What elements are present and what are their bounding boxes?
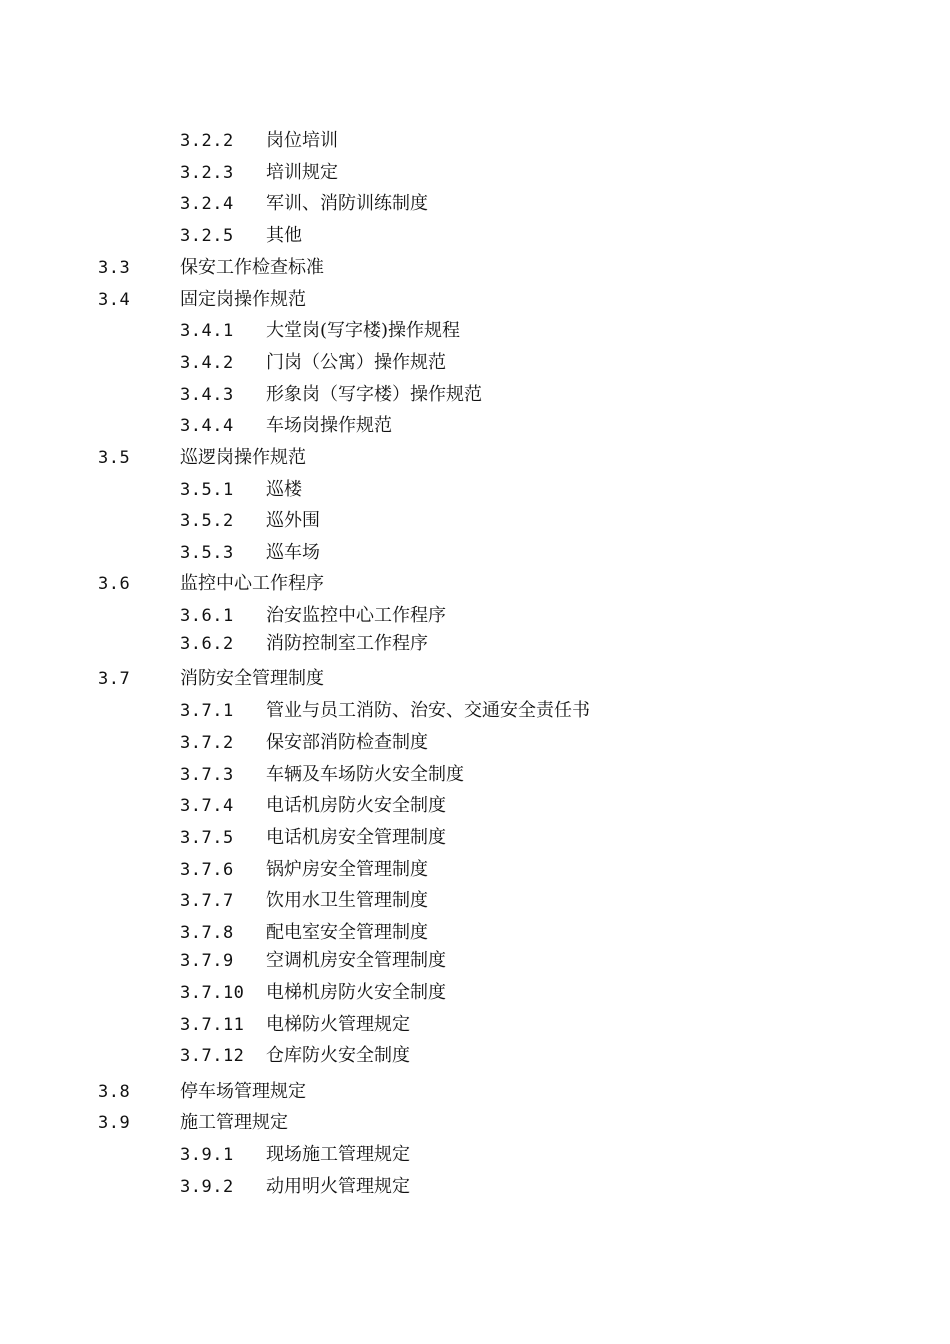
toc-title: 军训、消防训练制度 bbox=[266, 193, 428, 214]
toc-number: 3.7.12 bbox=[180, 1046, 245, 1066]
toc-number: 3.2.5 bbox=[180, 226, 234, 246]
toc-number: 3.7.7 bbox=[180, 891, 234, 911]
toc-title: 大堂岗(写字楼)操作规程 bbox=[266, 320, 461, 341]
toc-number: 3.4.1 bbox=[180, 321, 234, 341]
toc-number: 3.2.2 bbox=[180, 131, 234, 151]
toc-title: 固定岗操作规范 bbox=[180, 289, 306, 310]
toc-title: 培训规定 bbox=[266, 162, 338, 183]
toc-title: 管业与员工消防、治安、交通安全责任书 bbox=[266, 700, 590, 721]
toc-title: 电梯机房防火安全制度 bbox=[266, 982, 446, 1003]
toc-number: 3.5.1 bbox=[180, 480, 234, 500]
toc-title: 监控中心工作程序 bbox=[180, 573, 324, 594]
toc-title: 现场施工管理规定 bbox=[266, 1144, 410, 1165]
toc-number: 3.7.2 bbox=[180, 733, 234, 753]
toc-title: 治安监控中心工作程序 bbox=[266, 605, 446, 626]
toc-number: 3.4.4 bbox=[180, 416, 234, 436]
toc-title: 岗位培训 bbox=[266, 130, 338, 151]
toc-number: 3.2.3 bbox=[180, 163, 234, 183]
toc-number: 3.7.10 bbox=[180, 983, 245, 1003]
toc-title: 消防控制室工作程序 bbox=[266, 633, 428, 654]
toc-number: 3.6 bbox=[98, 574, 131, 594]
toc-title: 停车场管理规定 bbox=[180, 1081, 306, 1102]
toc-number: 3.4.2 bbox=[180, 353, 234, 373]
toc-number: 3.7.3 bbox=[180, 765, 234, 785]
toc-number: 3.5.3 bbox=[180, 543, 234, 563]
toc-number: 3.7.8 bbox=[180, 923, 234, 943]
toc-number: 3.3 bbox=[98, 258, 131, 278]
toc-number: 3.7 bbox=[98, 669, 131, 689]
toc-title: 巡楼 bbox=[266, 479, 302, 500]
toc-number: 3.4 bbox=[98, 290, 131, 310]
toc-title: 消防安全管理制度 bbox=[180, 668, 324, 689]
toc-number: 3.7.4 bbox=[180, 796, 234, 816]
toc-number: 3.2.4 bbox=[180, 194, 234, 214]
toc-title: 电话机房安全管理制度 bbox=[266, 827, 446, 848]
toc-title: 保安部消防检查制度 bbox=[266, 732, 428, 753]
toc-title: 车场岗操作规范 bbox=[266, 415, 392, 436]
toc-title: 饮用水卫生管理制度 bbox=[266, 890, 428, 911]
toc-number: 3.7.5 bbox=[180, 828, 234, 848]
toc-title: 形象岗（写字楼）操作规范 bbox=[266, 384, 482, 405]
toc-title: 动用明火管理规定 bbox=[266, 1176, 410, 1197]
toc-title: 巡车场 bbox=[266, 542, 320, 563]
toc-number: 3.9 bbox=[98, 1113, 131, 1133]
toc-number: 3.7.6 bbox=[180, 860, 234, 880]
toc-title: 电话机房防火安全制度 bbox=[266, 795, 446, 816]
toc-number: 3.4.3 bbox=[180, 385, 234, 405]
toc-title: 其他 bbox=[266, 225, 302, 246]
toc-title: 仓库防火安全制度 bbox=[266, 1045, 410, 1066]
toc-number: 3.9.2 bbox=[180, 1177, 234, 1197]
toc-number: 3.8 bbox=[98, 1082, 131, 1102]
toc-number: 3.5 bbox=[98, 448, 131, 468]
toc-number: 3.7.11 bbox=[180, 1015, 245, 1035]
toc-title: 门岗（公寓）操作规范 bbox=[266, 352, 446, 373]
toc-title: 巡逻岗操作规范 bbox=[180, 447, 306, 468]
toc-number: 3.5.2 bbox=[180, 511, 234, 531]
toc-title: 空调机房安全管理制度 bbox=[266, 950, 446, 971]
toc-number: 3.9.1 bbox=[180, 1145, 234, 1165]
toc-title: 施工管理规定 bbox=[180, 1112, 288, 1133]
toc-title: 配电室安全管理制度 bbox=[266, 922, 428, 943]
toc-title: 锅炉房安全管理制度 bbox=[266, 859, 428, 880]
toc-number: 3.7.9 bbox=[180, 951, 234, 971]
toc-title: 巡外围 bbox=[266, 510, 320, 531]
toc-number: 3.6.1 bbox=[180, 606, 234, 626]
toc-title: 保安工作检查标准 bbox=[180, 257, 324, 278]
toc-title: 车辆及车场防火安全制度 bbox=[266, 764, 464, 785]
toc-title: 电梯防火管理规定 bbox=[266, 1014, 410, 1035]
toc-number: 3.7.1 bbox=[180, 701, 234, 721]
toc-number: 3.6.2 bbox=[180, 634, 234, 654]
